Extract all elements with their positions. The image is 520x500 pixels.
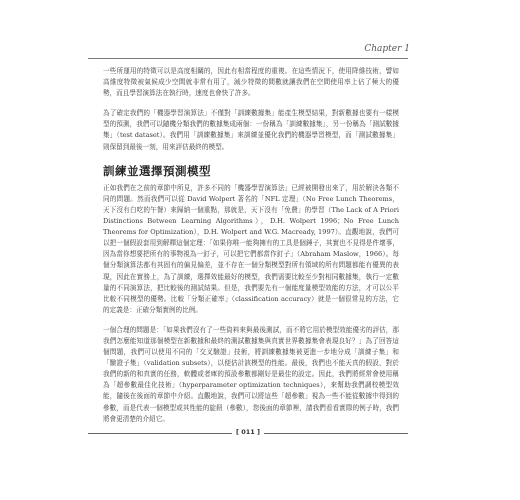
body-paragraph: 正如我們在之前的章節中所見，許多不同的「機器學習演算法」已經被開發出來了，用於解決各類不同的問題。然而我們可以從 David Wolpert 著名的「NFL 定理」（No Free Lunch Theorems，天下沒有白吃的午餐）來歸納一個重點，那就是，天下沒有「免費」的學習（The Lack of A Priori Distinctions Between Learning Algorithms），D.H. Wolpert 1996；No Free Lunch Theorems for Optimization），D.H. Wolpert and W.G. Macready, 1997）。直觀地說，我們可以把一個假設套用到解釋這個定理：「如果你唯一能夠擁有的工具是個錘子，其實也不見得是件壞事，因為當你想要把所有的事物視為一釘子，可以把它們都當作釘子」（Abraham Maslow，1966）。每個分類演算法都有其固有的偏見偏差，並不存在一個分類模型對所有領域的所有問題都能有優異的表現，因此在實務上，為了訓練，選擇效能最好的模型，我們需要比較至少對相同數據集，執行一定數量的不同演算法，把比較後的測試結果。但是，我們要先有一個能度量模型效能的方法，才可以公平比較不同模型的優勢。比較「分類正確率」（classification accuracy）就是一個很常見的方法，它的定義是：正確分類實例的比例。 — [103, 183, 399, 314]
page-number-value: 011 — [241, 428, 255, 436]
page-body — [103, 66, 399, 434]
body-paragraph: 為了確定我們的「機器學習演算法」不僅對「訓練數據集」能產生模型結果，對新數據也要有一樣模型的預測，我們可以隨機分類我們的數據集成兩個：一份稱為「訓練數據集」，另一份稱為「測試數據集」（test dataset）。我們用「訓練數據集」來訓練並優化我們的機器學習模型，而「測試數據集」則保留到最後一刻，用來評估最終的模型。 — [103, 109, 399, 151]
header-rule — [88, 58, 408, 59]
section-heading: 訓練並選擇預測模型 — [103, 163, 211, 178]
body-paragraph: 一個合理的問題是：「如果我們沒有了一些資料來與最後測試，而不將它用於模型效能優劣的評估，那我們怎麼能知道那個模型在新數據和最終的測試數據集與真實世界數據集會表現良好？」為了回答這個問題，我們可以使用不同的「交叉驗證」技術，將訓練數據集被更進一步地分成「訓練子集」和「驗證子集」（validation subsets），以便估計該模型的性能。最後，我們也不能天真的假設，對於我們的新的和真實的任務，軟體或者庫的預設參數都剛好是最佳的設定。因此，我們將經常會使用稱為「超參數最佳化技術」（hyperparameter optimization techniques），來幫助我們調校模型效能，隨後在後面的章節中介紹。直觀地說，我們可以將這些「超參數」視為一些不能從數據中得到的參數，而是代表一個模型或其性能的旋鈕（參數），您後面的章節裡，請我們看看實際的例子時，我們將會更清楚的介紹它。 — [103, 325, 399, 423]
page-number: [ 011 ] — [232, 428, 264, 436]
page-footer — [88, 428, 408, 440]
body-paragraph: 一些所運用的特徵可以是高度相關的，因此有相當程度的重複。在這些情況下，使用降維技術，譬如高維度特徵被氣候成少空間就非常有用了，減少特徵的間數就讓我們在空間使用率上佔了極大的優勢，而且學習演算法在執行時，速度也會快了許多。 — [103, 67, 399, 98]
chapter-label: Chapter 1 — [364, 44, 410, 54]
